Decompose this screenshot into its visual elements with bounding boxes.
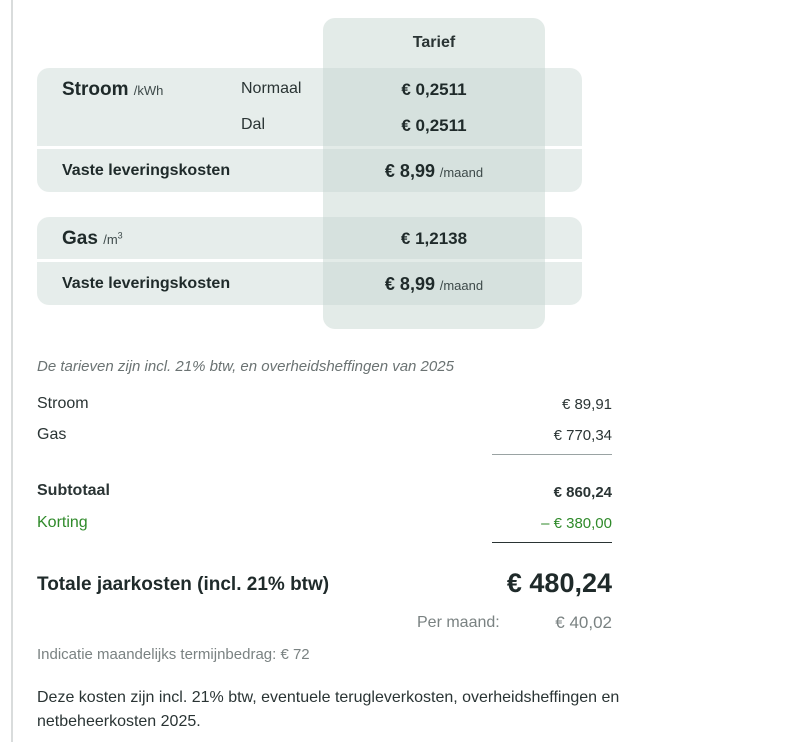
stroom-fixed-costs-price: € 8,99 /maand (384, 161, 484, 181)
total-label: Totale jaarkosten (incl. 21% btw) (37, 574, 330, 595)
gas-fixed-costs-price: € 8,99 /maand (384, 274, 484, 294)
per-month-value: € 40,02 (555, 613, 612, 632)
summary-divider-1 (492, 454, 612, 455)
per-month-label: Per maand: (417, 614, 500, 631)
subtotal-value: € 860,24 (553, 484, 612, 501)
summary-stroom-label: Stroom (37, 395, 89, 412)
summary-divider-2 (492, 542, 612, 543)
gas-label: Gas $/m^3$ (62, 228, 123, 249)
discount-value: – € 380,00 (541, 515, 612, 532)
discount-label: Korting (37, 514, 88, 531)
subtotal-label: Subtotaal (37, 482, 110, 499)
gas-fixed-costs-label: Vaste leveringskosten (62, 275, 231, 292)
stroom-dal-label: Dal (241, 116, 266, 133)
gas-price: € 1,2138 (400, 229, 468, 248)
disclaimer: Deze kosten zijn incl. 21% btw, eventuele terugleverkosten, overheidsheffingen en netbeheerkosten 2025. (37, 689, 620, 730)
tarief-header: Tarief (412, 34, 456, 51)
stroom-normaal-label: Normaal (241, 80, 302, 97)
total-value: € 480,24 (506, 568, 612, 598)
gas-unit: $/m^3$ (103, 230, 123, 247)
stroom-normaal-price: € 0,2511 (401, 80, 467, 99)
left-divider (11, 0, 13, 742)
summary-gas-value: € 770,34 (553, 427, 612, 444)
stroom-fixed-costs-label: Vaste leveringskosten (62, 162, 231, 179)
stroom-label: Stroom /kWh (62, 79, 164, 100)
tariff-note: De tarieven zijn incl. 21% btw, en overheidsheffingen van 2025 (37, 358, 454, 375)
monthly-indication: Indicatie maandelijks termijnbedrag: € 72 (37, 646, 310, 663)
summary-gas-label: Gas (37, 426, 67, 443)
stroom-dal-price: € 0,2511 (401, 116, 467, 135)
summary-stroom-value: € 89,91 (561, 396, 612, 413)
stroom-unit: /kWh (133, 83, 164, 98)
